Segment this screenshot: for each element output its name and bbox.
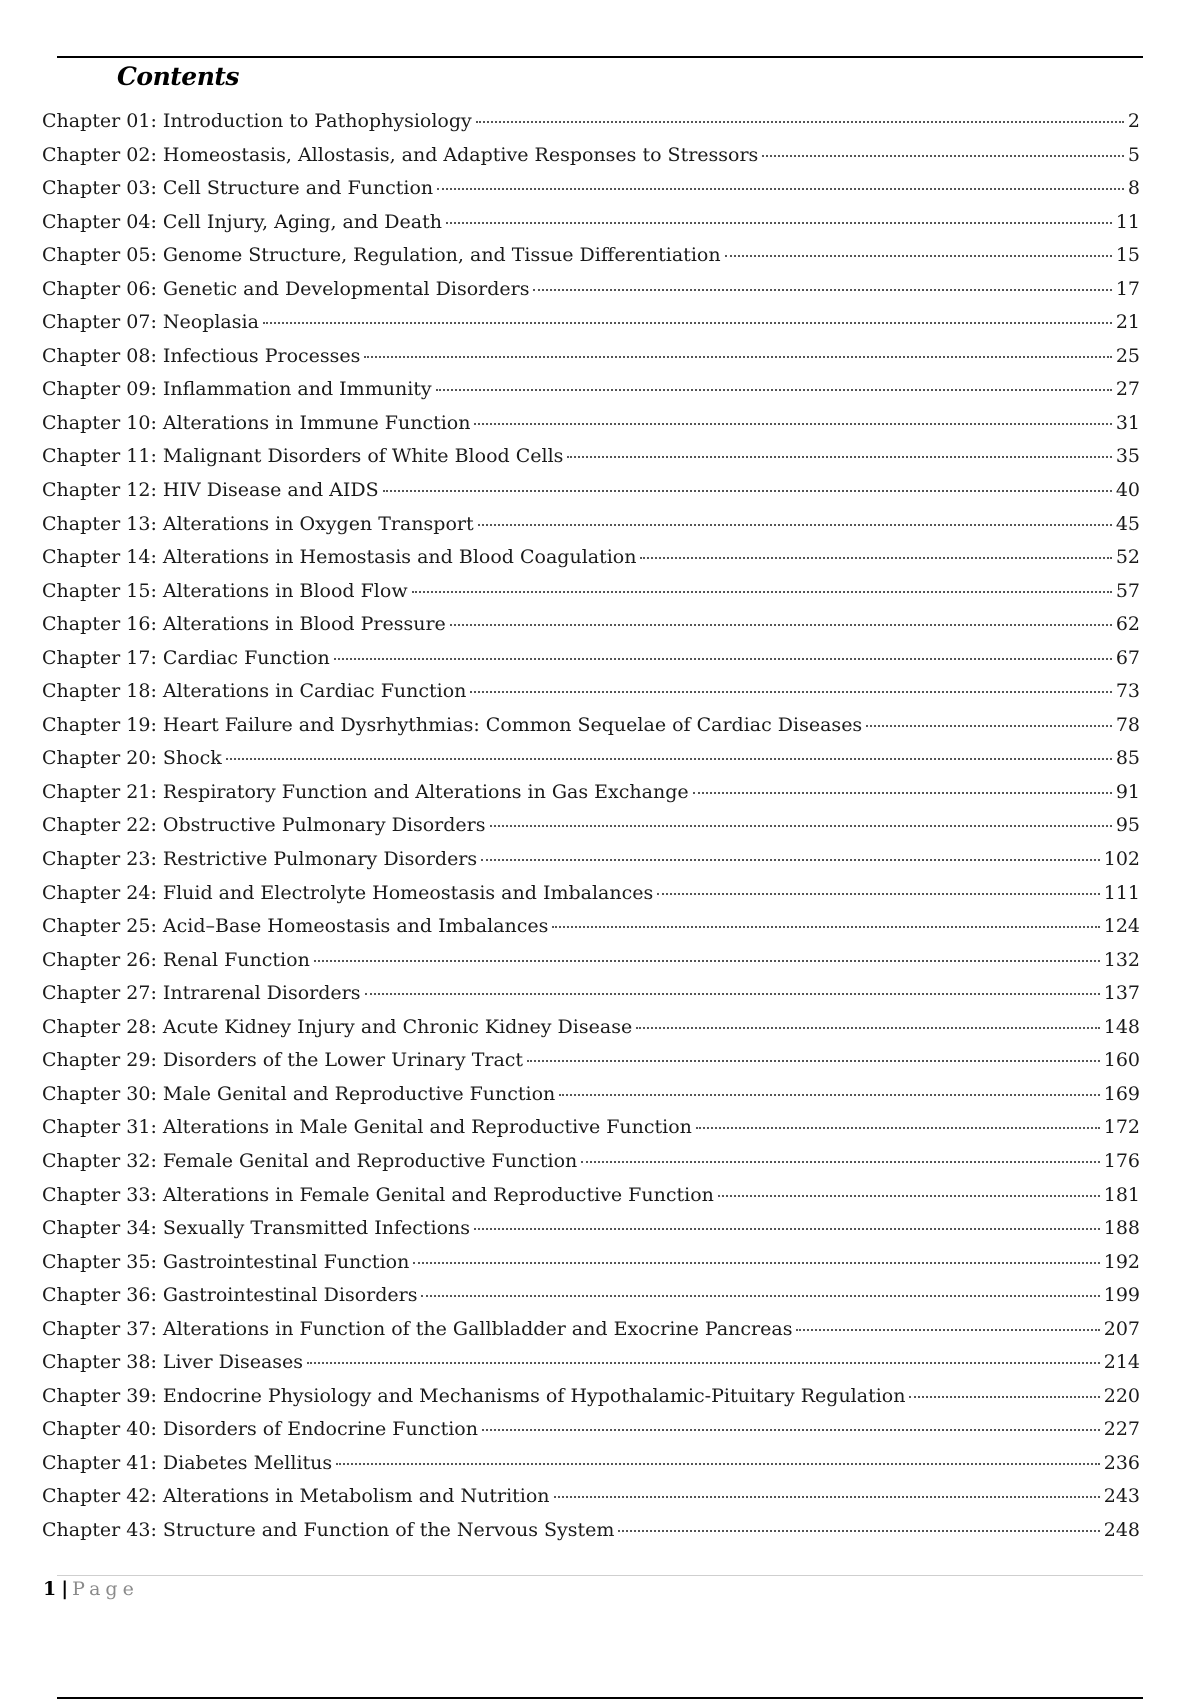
toc-entry[interactable] <box>42 680 1140 714</box>
toc-entry-page[interactable]: 25 <box>1115 344 1140 367</box>
toc-entry[interactable] <box>42 1150 1140 1184</box>
toc-entry-page[interactable]: 35 <box>1115 445 1140 468</box>
toc-entry-title[interactable]: Chapter 27: Intrarenal Disorders <box>42 982 361 1005</box>
toc-entry[interactable] <box>42 949 1140 983</box>
toc-entry[interactable] <box>42 1016 1140 1050</box>
toc-dot-leader <box>226 758 1112 760</box>
toc-entry[interactable] <box>42 1519 1140 1553</box>
toc-entry-title[interactable]: Chapter 12: HIV Disease and AIDS <box>42 479 379 502</box>
toc-entry[interactable] <box>42 714 1140 748</box>
toc-entry[interactable] <box>42 378 1140 412</box>
footer-rule <box>57 1575 1143 1576</box>
toc-dot-leader <box>446 222 1112 224</box>
toc-entry-page[interactable]: 172 <box>1103 1116 1140 1139</box>
toc-entry-page[interactable]: 62 <box>1115 613 1140 636</box>
toc-dot-leader <box>436 389 1112 391</box>
toc-dot-leader <box>725 255 1112 257</box>
toc-entry-title[interactable]: Chapter 34: Sexually Transmitted Infections <box>42 1217 471 1240</box>
toc-dot-leader <box>693 792 1112 794</box>
toc-entry[interactable] <box>42 915 1140 949</box>
toc-entry-title[interactable]: Chapter 03: Cell Structure and Function <box>42 177 434 200</box>
toc-entry-title[interactable]: Chapter 28: Acute Kidney Injury and Chronic Kidney Disease <box>42 1015 633 1038</box>
toc-entry[interactable] <box>42 982 1140 1016</box>
toc-entry-page[interactable]: 11 <box>1115 210 1140 233</box>
toc-dot-leader <box>533 289 1111 291</box>
toc-entry[interactable] <box>42 882 1140 916</box>
toc-dot-leader <box>364 356 1111 358</box>
footer-separator: | <box>61 1578 69 1600</box>
toc-dot-leader <box>365 993 1100 995</box>
toc-dot-leader <box>796 1329 1099 1331</box>
toc-entry-page[interactable]: 132 <box>1103 948 1140 971</box>
toc-entry-title[interactable]: Chapter 15: Alterations in Blood Flow <box>42 579 408 602</box>
toc-dot-leader <box>481 859 1100 861</box>
toc-entry[interactable] <box>42 445 1140 479</box>
toc-entry-title[interactable]: Chapter 25: Acid–Base Homeostasis and Imbalances <box>42 915 549 938</box>
toc-entry-title[interactable]: Chapter 38: Liver Diseases <box>42 1351 304 1374</box>
toc-entry-page[interactable]: 73 <box>1115 680 1140 703</box>
toc-entry-page[interactable]: 85 <box>1115 747 1140 770</box>
toc-dot-leader <box>421 1295 1099 1297</box>
toc-entry[interactable] <box>42 1217 1140 1251</box>
toc-dot-leader <box>336 1463 1100 1465</box>
page-label: Page <box>72 1578 139 1600</box>
toc-dot-leader <box>527 1060 1100 1062</box>
toc-dot-leader <box>263 322 1112 324</box>
toc-entry[interactable] <box>42 1318 1140 1352</box>
toc-entry-title[interactable]: Chapter 18: Alterations in Cardiac Function <box>42 680 467 703</box>
toc-entry-title[interactable]: Chapter 41: Diabetes Mellitus <box>42 1451 333 1474</box>
toc-entry[interactable] <box>42 1251 1140 1285</box>
toc-entry-page[interactable]: 17 <box>1115 277 1140 300</box>
toc-entry-title[interactable]: Chapter 36: Gastrointestinal Disorders <box>42 1284 418 1307</box>
toc-entry[interactable] <box>42 110 1140 144</box>
toc-entry-title[interactable]: Chapter 42: Alterations in Metabolism and Nutrition <box>42 1485 550 1508</box>
page-bottom-rule <box>57 1697 1143 1699</box>
toc-entry-title[interactable]: Chapter 39: Endocrine Physiology and Mechanisms of Hypothalamic-Pituitary Regulation <box>42 1384 906 1407</box>
toc-dot-leader <box>474 1228 1100 1230</box>
toc-entry[interactable] <box>42 1485 1140 1519</box>
toc-entry-title[interactable]: Chapter 06: Genetic and Developmental Disorders <box>42 277 530 300</box>
toc-dot-leader <box>909 1396 1099 1398</box>
toc-entry[interactable] <box>42 513 1140 547</box>
toc-entry-page[interactable]: 5 <box>1127 143 1140 166</box>
contents-heading: Contents <box>117 62 240 91</box>
toc-entry-title[interactable]: Chapter 17: Cardiac Function <box>42 646 330 669</box>
toc-entry-page[interactable]: 192 <box>1103 1250 1140 1273</box>
toc-entry-page[interactable]: 148 <box>1103 1015 1140 1038</box>
toc-entry-title[interactable]: Chapter 29: Disorders of the Lower Urinary Tract <box>42 1049 524 1072</box>
toc-entry[interactable] <box>42 814 1140 848</box>
toc-entry[interactable] <box>42 144 1140 178</box>
toc-dot-leader <box>307 1362 1100 1364</box>
toc-entry-page[interactable]: 27 <box>1115 378 1140 401</box>
toc-entry[interactable] <box>42 177 1140 211</box>
toc-dot-leader <box>470 691 1111 693</box>
toc-entry-title[interactable]: Chapter 33: Alterations in Female Genital and Reproductive Function <box>42 1183 714 1206</box>
toc-entry-title[interactable]: Chapter 40: Disorders of Endocrine Function <box>42 1418 478 1441</box>
toc-entry-page[interactable]: 124 <box>1103 915 1140 938</box>
toc-dot-leader <box>718 1195 1100 1197</box>
toc-dot-leader <box>482 1429 1100 1431</box>
toc-dot-leader <box>476 121 1124 123</box>
toc-entry-page[interactable]: 57 <box>1115 579 1140 602</box>
toc-entry[interactable] <box>42 1284 1140 1318</box>
toc-entry-title[interactable]: Chapter 37: Alterations in Function of the Gallbladder and Exocrine Pancreas <box>42 1317 793 1340</box>
toc-entry-title[interactable]: Chapter 24: Fluid and Electrolyte Homeostasis and Imbalances <box>42 881 654 904</box>
toc-entry-title[interactable]: Chapter 07: Neoplasia <box>42 311 259 334</box>
toc-entry-page[interactable]: 160 <box>1103 1049 1140 1072</box>
toc-entry[interactable] <box>42 1116 1140 1150</box>
toc-dot-leader <box>450 624 1112 626</box>
toc-entry-page[interactable]: 169 <box>1103 1082 1140 1105</box>
toc-dot-leader <box>696 1127 1100 1129</box>
toc-dot-leader <box>581 1161 1099 1163</box>
toc-entry-page[interactable]: 176 <box>1103 1149 1140 1172</box>
toc-entry-title[interactable]: Chapter 22: Obstructive Pulmonary Disorders <box>42 814 486 837</box>
toc-dot-leader <box>437 188 1124 190</box>
toc-dot-leader <box>490 825 1112 827</box>
toc-entry-title[interactable]: Chapter 01: Introduction to Pathophysiology <box>42 110 472 132</box>
toc-entry-page[interactable]: 137 <box>1103 982 1140 1005</box>
toc-dot-leader <box>412 591 1112 593</box>
toc-entry[interactable] <box>42 479 1140 513</box>
toc-entry-title[interactable]: Chapter 32: Female Genital and Reproductive Function <box>42 1149 578 1172</box>
toc-dot-leader <box>552 926 1099 928</box>
toc-entry-title[interactable]: Chapter 43: Structure and Function of the Nervous System <box>42 1518 615 1541</box>
toc-entry-title[interactable]: Chapter 13: Alterations in Oxygen Transport <box>42 512 474 535</box>
toc-entry[interactable] <box>42 345 1140 379</box>
toc-entry-page[interactable]: 45 <box>1115 512 1140 535</box>
toc-entry[interactable] <box>42 747 1140 781</box>
toc-entry[interactable] <box>42 311 1140 345</box>
toc-entry[interactable] <box>42 1049 1140 1083</box>
toc-entry-title[interactable]: Chapter 09: Inflammation and Immunity <box>42 378 432 401</box>
toc-entry-page[interactable]: 31 <box>1115 411 1140 434</box>
toc-entry[interactable] <box>42 1351 1140 1385</box>
toc-entry[interactable] <box>42 546 1140 580</box>
toc-dot-leader <box>567 456 1111 458</box>
toc-entry[interactable] <box>42 278 1140 312</box>
toc-entry-title[interactable]: Chapter 20: Shock <box>42 747 222 770</box>
toc-entry-page[interactable]: 15 <box>1115 244 1140 267</box>
toc-entry[interactable] <box>42 1083 1140 1117</box>
toc-dot-leader <box>474 423 1111 425</box>
toc-entry[interactable] <box>42 244 1140 278</box>
toc-entry[interactable] <box>42 211 1140 245</box>
toc-entry-page[interactable]: 91 <box>1115 780 1140 803</box>
toc-entry-page[interactable]: 188 <box>1103 1217 1140 1240</box>
toc-dot-leader <box>657 893 1099 895</box>
toc-entry-title[interactable]: Chapter 04: Cell Injury, Aging, and Death <box>42 210 442 233</box>
toc-entry-title[interactable]: Chapter 10: Alterations in Immune Function <box>42 411 471 434</box>
toc-entry-title[interactable]: Chapter 23: Restrictive Pulmonary Disorders <box>42 848 478 871</box>
toc-entry-page[interactable]: 199 <box>1103 1284 1140 1307</box>
toc-entry[interactable] <box>42 1452 1140 1486</box>
toc-entry[interactable] <box>42 848 1140 882</box>
toc-entry-page[interactable]: 181 <box>1103 1183 1140 1206</box>
toc-dot-leader <box>554 1496 1100 1498</box>
toc-dot-leader <box>413 1262 1099 1264</box>
toc-entry[interactable] <box>42 580 1140 614</box>
toc-entry-title[interactable]: Chapter 16: Alterations in Blood Pressure <box>42 613 446 636</box>
header-rule <box>57 56 1143 58</box>
toc-entry-page[interactable]: 214 <box>1103 1351 1140 1374</box>
toc-entry-title[interactable]: Chapter 31: Alterations in Male Genital and Reproductive Function <box>42 1116 692 1139</box>
toc-entry-title[interactable]: Chapter 19: Heart Failure and Dysrhythmias: Common Sequelae of Cardiac Diseases <box>42 713 863 736</box>
toc-entry[interactable] <box>42 1385 1140 1419</box>
page-number: 1 <box>43 1578 57 1600</box>
toc-dot-leader <box>866 725 1112 727</box>
toc-dot-leader <box>636 1027 1100 1029</box>
toc-entry-page[interactable]: 67 <box>1115 646 1140 669</box>
page-footer <box>43 1578 139 1600</box>
toc-dot-leader <box>314 960 1100 962</box>
toc-entry[interactable] <box>42 647 1140 681</box>
toc-entry-page[interactable]: 227 <box>1103 1418 1140 1441</box>
toc-dot-leader <box>618 1530 1099 1532</box>
toc-entry-title[interactable]: Chapter 26: Renal Function <box>42 948 310 971</box>
toc-entry[interactable] <box>42 412 1140 446</box>
toc-entry-title[interactable]: Chapter 11: Malignant Disorders of White Blood Cells <box>42 445 564 468</box>
toc-entry-page[interactable]: 8 <box>1127 177 1140 200</box>
toc-entry-page[interactable]: 21 <box>1115 311 1140 334</box>
toc-entry-title[interactable]: Chapter 14: Alterations in Hemostasis and Blood Coagulation <box>42 546 637 569</box>
toc-entry-page[interactable]: 248 <box>1103 1518 1140 1541</box>
toc-dot-leader <box>640 557 1111 559</box>
toc-entry-page[interactable]: 111 <box>1103 881 1140 904</box>
toc-dot-leader <box>478 524 1112 526</box>
toc-entry-title[interactable]: Chapter 35: Gastrointestinal Function <box>42 1250 410 1273</box>
toc-entry-title[interactable]: Chapter 21: Respiratory Function and Alterations in Gas Exchange <box>42 780 689 803</box>
toc-entry-page[interactable]: 40 <box>1115 479 1140 502</box>
toc-entry-page[interactable]: 220 <box>1103 1384 1140 1407</box>
table-of-contents <box>42 110 1140 1553</box>
toc-entry-page[interactable]: 52 <box>1115 546 1140 569</box>
toc-dot-leader <box>334 658 1112 660</box>
toc-dot-leader <box>559 1094 1099 1096</box>
toc-entry-title[interactable]: Chapter 30: Male Genital and Reproductive Function <box>42 1082 556 1105</box>
toc-entry[interactable] <box>42 613 1140 647</box>
toc-entry-page[interactable]: 207 <box>1103 1317 1140 1340</box>
toc-dot-leader <box>383 490 1112 492</box>
toc-entry-title[interactable]: Chapter 08: Infectious Processes <box>42 344 361 367</box>
toc-entry-page[interactable]: 102 <box>1103 848 1140 871</box>
toc-entry-page[interactable]: 2 <box>1127 110 1140 132</box>
toc-entry-page[interactable]: 78 <box>1115 713 1140 736</box>
toc-entry[interactable] <box>42 1184 1140 1218</box>
toc-entry-page[interactable]: 95 <box>1115 814 1140 837</box>
toc-entry-title[interactable]: Chapter 05: Genome Structure, Regulation, and Tissue Differentiation <box>42 244 721 267</box>
toc-entry[interactable] <box>42 1418 1140 1452</box>
toc-entry-page[interactable]: 236 <box>1103 1451 1140 1474</box>
toc-dot-leader <box>762 155 1124 157</box>
toc-entry-title[interactable]: Chapter 02: Homeostasis, Allostasis, and Adaptive Responses to Stressors <box>42 143 759 166</box>
toc-entry-page[interactable]: 243 <box>1103 1485 1140 1508</box>
toc-entry[interactable] <box>42 781 1140 815</box>
